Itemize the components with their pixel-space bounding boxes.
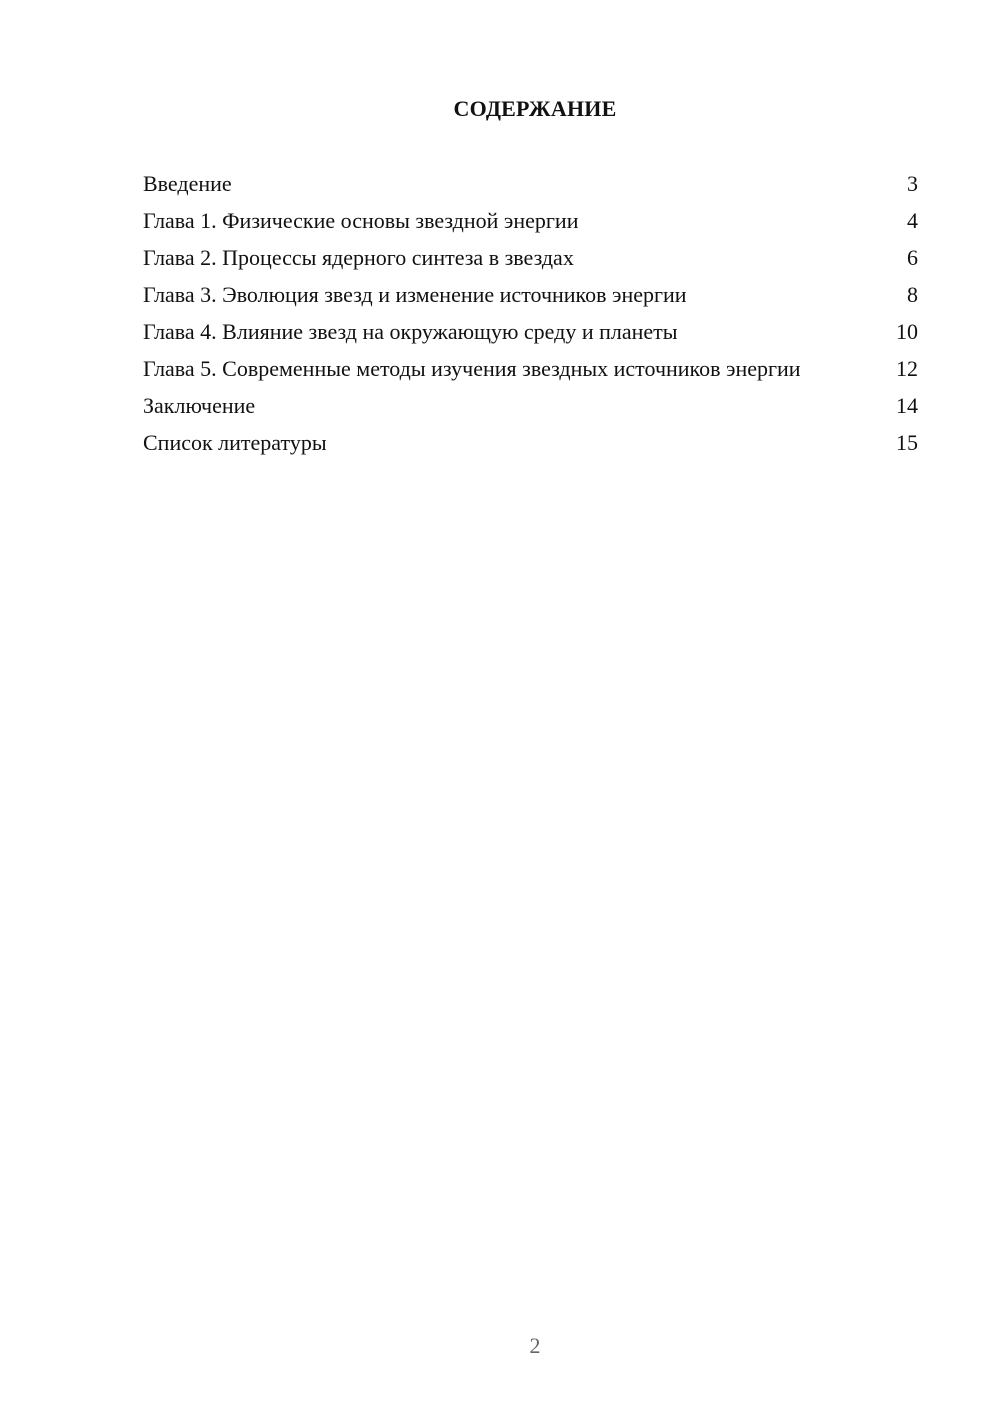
toc-entry-title: Список литературы bbox=[143, 430, 327, 455]
toc-entry bbox=[143, 318, 918, 346]
table-of-contents bbox=[143, 170, 918, 466]
toc-entry-page: 8 bbox=[907, 282, 918, 307]
toc-entry bbox=[143, 429, 918, 457]
toc-entry-page: 12 bbox=[896, 356, 918, 381]
toc-entry bbox=[143, 392, 918, 420]
toc-entry bbox=[143, 355, 918, 383]
toc-entry bbox=[143, 244, 918, 272]
toc-entry bbox=[143, 207, 918, 235]
toc-entry-page: 4 bbox=[907, 208, 918, 233]
toc-entry-title: Введение bbox=[143, 171, 232, 196]
toc-entry-page: 6 bbox=[907, 245, 918, 270]
toc-entry-title: Глава 2. Процессы ядерного синтеза в звездах bbox=[143, 245, 574, 270]
toc-title: СОДЕРЖАНИЕ bbox=[453, 96, 617, 121]
toc-entry-title: Заключение bbox=[143, 393, 256, 418]
toc-entry-page: 10 bbox=[896, 319, 918, 344]
toc-entry-page: 15 bbox=[896, 430, 918, 455]
toc-entry-title: Глава 1. Физические основы звездной энергии bbox=[143, 208, 579, 233]
toc-entry-page: 14 bbox=[896, 393, 918, 418]
toc-entry bbox=[143, 281, 918, 309]
page-number: 2 bbox=[529, 1333, 541, 1358]
toc-entry bbox=[143, 170, 918, 198]
toc-entry-title: Глава 4. Влияние звезд на окружающую среду и планеты bbox=[143, 319, 678, 344]
toc-entry-title: Глава 3. Эволюция звезд и изменение источников энергии bbox=[143, 282, 687, 307]
toc-entry-title: Глава 5. Современные методы изучения звездных источников энергии bbox=[143, 356, 801, 381]
toc-entry-page: 3 bbox=[907, 171, 918, 196]
